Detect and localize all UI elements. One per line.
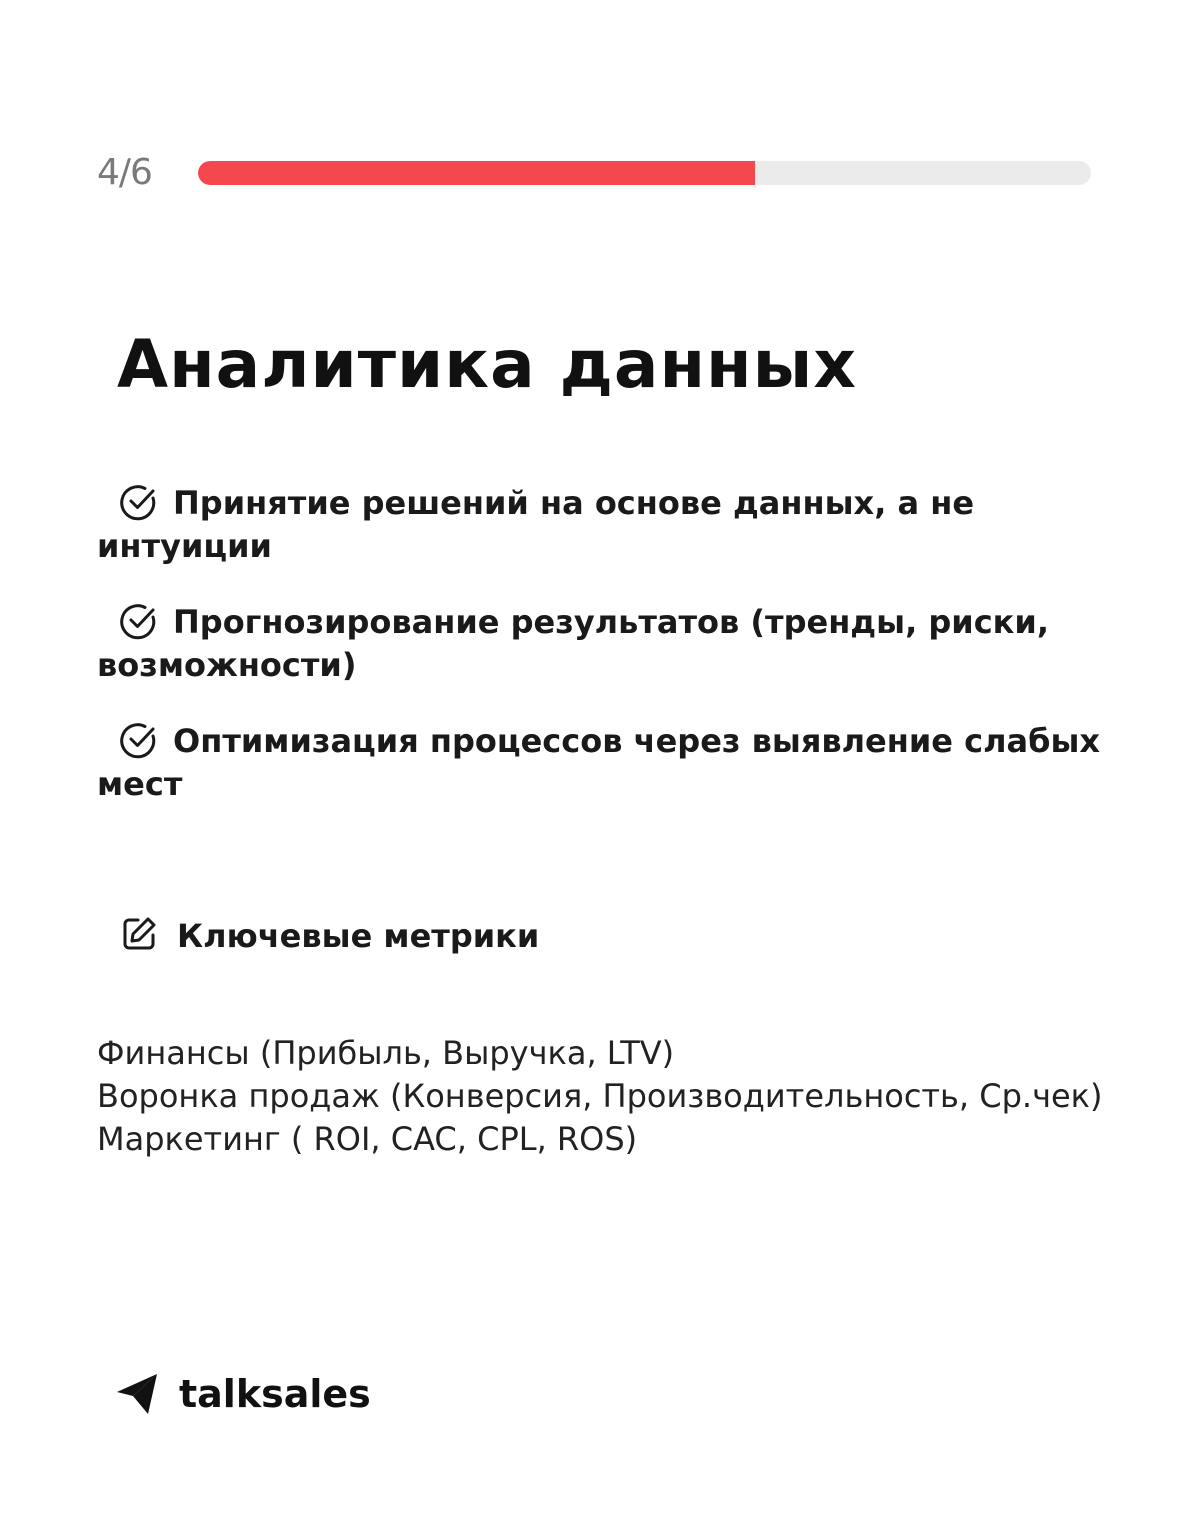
progress-bar [198, 161, 1091, 185]
metric-line: Маркетинг ( ROI, CAC, CPL, ROS) [97, 1120, 638, 1158]
brand [115, 1372, 371, 1416]
bullet-item [97, 601, 1117, 687]
bullet-text: Принятие решений на основе данных, а не интуиции [97, 484, 975, 565]
bullet-item [97, 482, 1117, 568]
metrics-heading [119, 912, 539, 960]
edit-square-icon [119, 914, 159, 954]
bullet-text: Прогнозирование результатов (тренды, риски, возможности) [97, 603, 1049, 684]
bullet-list [97, 482, 1117, 839]
metrics-heading-text: Ключевые метрики [177, 917, 540, 955]
brand-name: talksales [179, 1372, 371, 1416]
metric-line: Финансы (Прибыль, Выручка, LTV) [97, 1034, 675, 1072]
check-circle-icon [119, 720, 159, 760]
check-circle-icon [119, 601, 159, 641]
page-title: Аналитика данных [117, 326, 857, 403]
progress-fill [198, 161, 755, 185]
metric-line: Воронка продаж (Конверсия, Производительность, Ср.чек) [97, 1077, 1103, 1115]
bullet-text: Оптимизация процессов через выявление слабых мест [97, 722, 1101, 803]
paper-plane-icon [115, 1372, 159, 1416]
progress-counter: 4/6 [97, 152, 152, 193]
bullet-item [97, 720, 1117, 806]
metrics-list [97, 1032, 1147, 1161]
check-circle-icon [119, 482, 159, 522]
